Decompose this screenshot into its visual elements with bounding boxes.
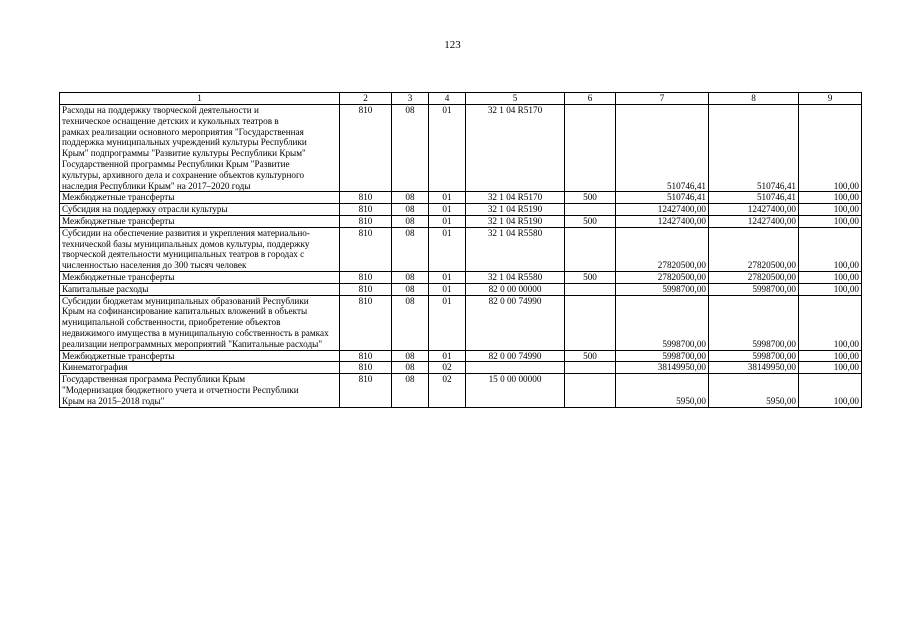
row-subsection-cell: 01 xyxy=(429,271,466,283)
row-code-cell: 810 xyxy=(340,204,392,216)
table-row xyxy=(60,204,862,216)
row-subsection-cell: 01 xyxy=(429,350,466,362)
row-planned-amount-cell: 5998700,00 xyxy=(616,350,709,362)
row-subsection-cell: 02 xyxy=(429,374,466,407)
table-row xyxy=(60,227,862,271)
row-expense-type-cell: 500 xyxy=(565,192,616,204)
row-subsection-cell: 01 xyxy=(429,295,466,350)
row-section-cell: 08 xyxy=(392,227,429,271)
column-header: 8 xyxy=(709,93,799,105)
row-executed-amount-cell: 5998700,00 xyxy=(709,295,799,350)
row-subsection-cell: 01 xyxy=(429,105,466,192)
row-name-cell: Межбюджетные трансферты xyxy=(60,215,340,227)
row-code-cell: 810 xyxy=(340,105,392,192)
column-header: 3 xyxy=(392,93,429,105)
row-subsection-cell: 01 xyxy=(429,215,466,227)
row-name-cell: Кинематография xyxy=(60,362,340,374)
row-name-cell: Субсидии бюджетам муниципальных образований Республики Крым на софинансирование капитальных вложений в объекты муниципальной собственности, приобретение объектов недвижимого имущества в муниципальную собственность в рамках реализации непрограммных мероприятий "Капитальные расходы" xyxy=(60,295,340,350)
row-section-cell: 08 xyxy=(392,295,429,350)
row-expense-type-cell xyxy=(565,105,616,192)
row-percent-cell: 100,00 xyxy=(799,362,862,374)
row-name-cell: Межбюджетные трансферты xyxy=(60,350,340,362)
row-section-cell: 08 xyxy=(392,215,429,227)
row-section-cell: 08 xyxy=(392,350,429,362)
row-code-cell: 810 xyxy=(340,271,392,283)
table-row xyxy=(60,362,862,374)
row-section-cell: 08 xyxy=(392,283,429,295)
table-row xyxy=(60,192,862,204)
row-percent-cell: 100,00 xyxy=(799,227,862,271)
column-header: 9 xyxy=(799,93,862,105)
row-section-cell: 08 xyxy=(392,204,429,216)
row-subsection-cell: 01 xyxy=(429,192,466,204)
row-percent-cell: 100,00 xyxy=(799,283,862,295)
row-expense-type-cell xyxy=(565,295,616,350)
row-name-cell: Межбюджетные трансферты xyxy=(60,192,340,204)
row-executed-amount-cell: 5950,00 xyxy=(709,374,799,407)
row-target-article-cell: 82 0 00 74990 xyxy=(466,295,565,350)
row-target-article-cell: 32 1 04 R5170 xyxy=(466,105,565,192)
row-name-cell: Межбюджетные трансферты xyxy=(60,271,340,283)
row-percent-cell: 100,00 xyxy=(799,105,862,192)
table-row xyxy=(60,350,862,362)
row-name-cell: Субсидия на поддержку отрасли культуры xyxy=(60,204,340,216)
row-executed-amount-cell: 12427400,00 xyxy=(709,204,799,216)
page-number: 123 xyxy=(444,39,461,51)
row-executed-amount-cell: 5998700,00 xyxy=(709,283,799,295)
row-percent-cell: 100,00 xyxy=(799,295,862,350)
row-subsection-cell: 01 xyxy=(429,204,466,216)
row-percent-cell: 100,00 xyxy=(799,204,862,216)
row-planned-amount-cell: 27820500,00 xyxy=(616,271,709,283)
column-header: 6 xyxy=(565,93,616,105)
row-subsection-cell: 01 xyxy=(429,283,466,295)
column-header: 1 xyxy=(60,93,340,105)
row-executed-amount-cell: 27820500,00 xyxy=(709,227,799,271)
row-executed-amount-cell: 27820500,00 xyxy=(709,271,799,283)
row-expense-type-cell xyxy=(565,204,616,216)
row-code-cell: 810 xyxy=(340,295,392,350)
row-planned-amount-cell: 510746,41 xyxy=(616,105,709,192)
column-header: 7 xyxy=(616,93,709,105)
row-target-article-cell: 15 0 00 00000 xyxy=(466,374,565,407)
row-planned-amount-cell: 27820500,00 xyxy=(616,227,709,271)
table-row xyxy=(60,374,862,407)
row-planned-amount-cell: 5998700,00 xyxy=(616,283,709,295)
row-percent-cell: 100,00 xyxy=(799,215,862,227)
row-code-cell: 810 xyxy=(340,350,392,362)
row-name-cell: Расходы на поддержку творческой деятельности и техническое оснащение детских и кукольных театров в рамках реализации основного мероприятия "Государственная поддержка муниципальных учреждений культуры Республики Крым" подпрограммы "Развитие культуры Республики Крым" Государственной программы Республики Крым "Развитие культуры, архивного дела и сохранение объектов культурного наследия Республики Крым" на 2017–2020 годы xyxy=(60,105,340,192)
table-row xyxy=(60,271,862,283)
row-code-cell: 810 xyxy=(340,192,392,204)
row-executed-amount-cell: 38149950,00 xyxy=(709,362,799,374)
row-subsection-cell: 02 xyxy=(429,362,466,374)
row-name-cell: Капитальные расходы xyxy=(60,283,340,295)
row-expense-type-cell xyxy=(565,227,616,271)
row-expense-type-cell: 500 xyxy=(565,350,616,362)
table-row xyxy=(60,105,862,192)
row-target-article-cell: 32 1 04 R5190 xyxy=(466,204,565,216)
column-header: 2 xyxy=(340,93,392,105)
row-name-cell: Субсидии на обеспечение развития и укрепления материально-технической базы муниципальных домов культуры, поддержку творческой деятельности муниципальных театров в городах с численностью населения до 300 тысяч человек xyxy=(60,227,340,271)
row-planned-amount-cell: 12427400,00 xyxy=(616,204,709,216)
row-target-article-cell: 32 1 04 R5580 xyxy=(466,227,565,271)
budget-table xyxy=(59,92,862,408)
table-row xyxy=(60,283,862,295)
row-executed-amount-cell: 510746,41 xyxy=(709,105,799,192)
row-name-cell: Государственная программа Республики Крым "Модернизация бюджетного учета и отчетности Республики Крым на 2015–2018 годы" xyxy=(60,374,340,407)
row-target-article-cell: 32 1 04 R5170 xyxy=(466,192,565,204)
row-section-cell: 08 xyxy=(392,374,429,407)
row-executed-amount-cell: 12427400,00 xyxy=(709,215,799,227)
row-target-article-cell: 82 0 00 00000 xyxy=(466,283,565,295)
row-percent-cell: 100,00 xyxy=(799,374,862,407)
row-section-cell: 08 xyxy=(392,192,429,204)
header-row xyxy=(60,93,862,105)
row-section-cell: 08 xyxy=(392,271,429,283)
table-row xyxy=(60,295,862,350)
row-code-cell: 810 xyxy=(340,374,392,407)
row-code-cell: 810 xyxy=(340,362,392,374)
row-planned-amount-cell: 510746,41 xyxy=(616,192,709,204)
row-expense-type-cell xyxy=(565,283,616,295)
row-code-cell: 810 xyxy=(340,215,392,227)
column-header: 5 xyxy=(466,93,565,105)
row-planned-amount-cell: 38149950,00 xyxy=(616,362,709,374)
row-executed-amount-cell: 5998700,00 xyxy=(709,350,799,362)
row-percent-cell: 100,00 xyxy=(799,350,862,362)
row-subsection-cell: 01 xyxy=(429,227,466,271)
row-percent-cell: 100,00 xyxy=(799,192,862,204)
row-code-cell: 810 xyxy=(340,283,392,295)
row-target-article-cell: 82 0 00 74990 xyxy=(466,350,565,362)
row-target-article-cell: 32 1 04 R5580 xyxy=(466,271,565,283)
row-code-cell: 810 xyxy=(340,227,392,271)
row-target-article-cell xyxy=(466,362,565,374)
row-percent-cell: 100,00 xyxy=(799,271,862,283)
row-planned-amount-cell: 5950,00 xyxy=(616,374,709,407)
row-executed-amount-cell: 510746,41 xyxy=(709,192,799,204)
table-row xyxy=(60,215,862,227)
column-header: 4 xyxy=(429,93,466,105)
row-planned-amount-cell: 12427400,00 xyxy=(616,215,709,227)
row-section-cell: 08 xyxy=(392,362,429,374)
row-expense-type-cell: 500 xyxy=(565,271,616,283)
row-expense-type-cell: 500 xyxy=(565,215,616,227)
row-target-article-cell: 32 1 04 R5190 xyxy=(466,215,565,227)
row-expense-type-cell xyxy=(565,362,616,374)
row-section-cell: 08 xyxy=(392,105,429,192)
row-planned-amount-cell: 5998700,00 xyxy=(616,295,709,350)
row-expense-type-cell xyxy=(565,374,616,407)
